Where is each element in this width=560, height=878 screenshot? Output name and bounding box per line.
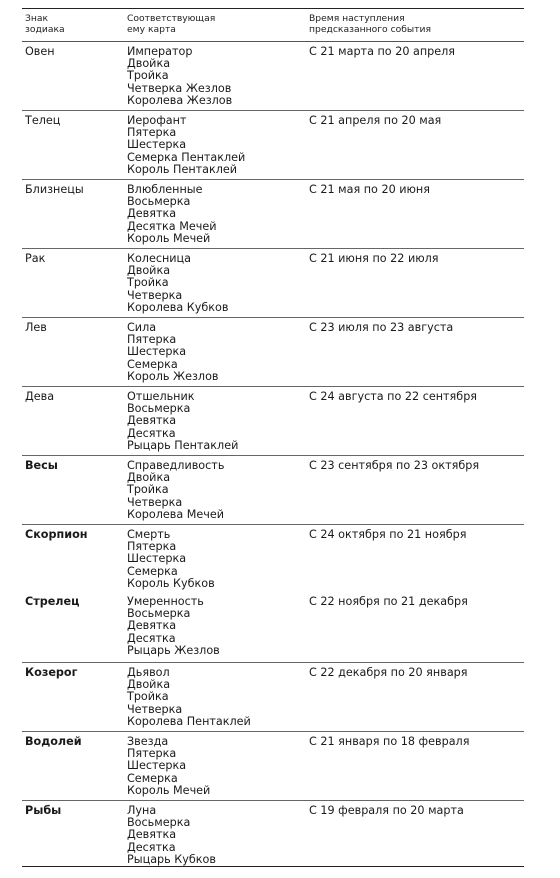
tarot-card: Справедливость <box>127 459 225 472</box>
header-time-line-2: предсказанного события <box>309 24 432 35</box>
tarot-card: Король Пентаклей <box>127 162 238 176</box>
event-period: С 21 марта по 20 апреля <box>309 45 456 58</box>
tarot-card: Колесница <box>127 252 192 265</box>
period-cell <box>309 253 524 317</box>
tarot-card: Шестерка <box>127 759 187 773</box>
event-period: С 21 января по 18 февраля <box>309 735 470 748</box>
cards-cell <box>127 736 309 800</box>
tarot-card: Король Кубков <box>127 576 215 590</box>
zodiac-tarot-table <box>22 8 524 867</box>
tarot-card: Десятка <box>127 631 176 645</box>
header-time-column <box>309 9 524 41</box>
table-row <box>22 111 524 180</box>
tarot-card: Королева Мечей <box>127 507 225 521</box>
tarot-card: Шестерка <box>127 345 187 359</box>
sign-cell <box>22 322 127 386</box>
tarot-card: Звезда <box>127 735 169 748</box>
event-period: С 23 июля по 23 августа <box>309 321 454 334</box>
cards-cell <box>127 460 309 524</box>
tarot-card: Тройка <box>127 69 169 83</box>
table-row <box>22 732 524 801</box>
sign-cell <box>22 667 127 731</box>
zodiac-sign: Близнецы <box>25 183 84 196</box>
tarot-card: Четверка <box>127 495 183 509</box>
tarot-card: Девятка <box>127 828 177 842</box>
zodiac-sign: Телец <box>25 114 61 127</box>
event-period: С 23 сентября по 23 октября <box>309 459 480 472</box>
period-cell <box>309 184 524 248</box>
header-sign-line-1: Знак <box>25 13 49 24</box>
table-row <box>22 318 524 387</box>
tarot-card: Королева Кубков <box>127 300 229 314</box>
tarot-card: Восьмерка <box>127 402 191 416</box>
cards-cell <box>127 667 309 731</box>
table-row <box>22 180 524 249</box>
tarot-card: Четверка <box>127 288 183 302</box>
cards-cell <box>127 596 309 662</box>
tarot-card: Рыцарь Жезлов <box>127 643 220 657</box>
zodiac-sign: Овен <box>25 45 55 58</box>
table-row <box>22 456 524 525</box>
tarot-card: Четверка Жезлов <box>127 81 232 95</box>
sign-cell <box>22 596 127 662</box>
header-sign-column <box>22 9 127 41</box>
sign-cell <box>22 805 127 866</box>
period-cell <box>309 596 524 662</box>
event-period: С 24 октября по 21 ноября <box>309 528 467 541</box>
tarot-card: Шестерка <box>127 138 187 152</box>
tarot-card: Королева Жезлов <box>127 93 233 107</box>
tarot-card: Девятка <box>127 619 177 633</box>
header-time-line-1: Время наступления <box>309 13 405 24</box>
zodiac-sign: Дева <box>25 390 55 403</box>
event-period: С 21 июня по 22 июля <box>309 252 439 265</box>
sign-cell <box>22 736 127 800</box>
table-row <box>22 42 524 111</box>
tarot-card: Тройка <box>127 690 169 704</box>
tarot-card: Двойка <box>127 264 171 278</box>
tarot-card: Пятерка <box>127 126 177 140</box>
period-cell <box>309 667 524 731</box>
tarot-card: Король Мечей <box>127 783 211 797</box>
tarot-card: Луна <box>127 804 157 817</box>
zodiac-sign: Рыбы <box>25 804 62 817</box>
table-row <box>22 663 524 732</box>
sign-cell <box>22 184 127 248</box>
tarot-card: Сила <box>127 321 157 334</box>
event-period: С 21 апреля по 20 мая <box>309 114 442 127</box>
zodiac-sign: Лев <box>25 321 47 334</box>
table-row <box>22 592 524 663</box>
period-cell <box>309 115 524 179</box>
tarot-card: Королева Пентаклей <box>127 714 251 728</box>
tarot-card: Пятерка <box>127 747 177 761</box>
tarot-card: Отшельник <box>127 390 195 403</box>
table-row <box>22 525 524 592</box>
event-period: С 22 декабря по 20 января <box>309 666 468 679</box>
cards-cell <box>127 805 309 866</box>
cards-cell <box>127 529 309 592</box>
tarot-card: Семерка Пентаклей <box>127 150 246 164</box>
table-row <box>22 801 524 867</box>
event-period: С 21 мая по 20 июня <box>309 183 430 196</box>
tarot-card: Дьявол <box>127 666 170 679</box>
sign-cell <box>22 46 127 110</box>
cards-cell <box>127 322 309 386</box>
event-period: С 19 февраля по 20 марта <box>309 804 464 817</box>
tarot-card: Двойка <box>127 678 171 692</box>
header-card-column <box>127 9 309 41</box>
tarot-card: Восьмерка <box>127 816 191 830</box>
zodiac-sign: Рак <box>25 252 46 265</box>
cards-cell <box>127 184 309 248</box>
tarot-card: Четверка <box>127 702 183 716</box>
tarot-card: Девятка <box>127 414 177 428</box>
sign-cell <box>22 253 127 317</box>
tarot-card: Шестерка <box>127 552 187 566</box>
header-sign-line-2: зодиака <box>25 24 65 35</box>
table-row <box>22 387 524 456</box>
tarot-card: Семерка <box>127 771 178 785</box>
zodiac-sign: Водолей <box>25 735 82 748</box>
tarot-card: Король Мечей <box>127 231 211 245</box>
cards-cell <box>127 253 309 317</box>
event-period: С 24 августа по 22 сентября <box>309 390 478 403</box>
sign-cell <box>22 391 127 455</box>
tarot-card: Король Жезлов <box>127 369 219 383</box>
tarot-card: Рыцарь Кубков <box>127 852 216 866</box>
zodiac-sign: Стрелец <box>25 595 80 608</box>
period-cell <box>309 529 524 592</box>
tarot-card: Десятка Мечей <box>127 219 217 233</box>
cards-cell <box>127 115 309 179</box>
table-header <box>22 9 524 42</box>
period-cell <box>309 460 524 524</box>
tarot-card: Восьмерка <box>127 607 191 621</box>
tarot-card: Семерка <box>127 564 178 578</box>
tarot-card: Десятка <box>127 840 176 854</box>
cards-cell <box>127 46 309 110</box>
tarot-card: Двойка <box>127 471 171 485</box>
tarot-card: Умеренность <box>127 595 204 608</box>
tarot-card: Влюбленные <box>127 183 203 196</box>
cards-cell <box>127 391 309 455</box>
tarot-card: Десятка <box>127 426 176 440</box>
tarot-card: Девятка <box>127 207 177 221</box>
period-cell <box>309 391 524 455</box>
tarot-card: Император <box>127 45 193 58</box>
tarot-card: Восьмерка <box>127 195 191 209</box>
tarot-card: Пятерка <box>127 333 177 347</box>
sign-cell <box>22 529 127 592</box>
sign-cell <box>22 460 127 524</box>
tarot-card: Пятерка <box>127 540 177 554</box>
header-card-line-2: ему карта <box>127 24 176 35</box>
tarot-card: Семерка <box>127 357 178 371</box>
zodiac-sign: Козерог <box>25 666 78 679</box>
tarot-card: Двойка <box>127 57 171 71</box>
event-period: С 22 ноября по 21 декабря <box>309 595 468 608</box>
period-cell <box>309 805 524 866</box>
tarot-card: Рыцарь Пентаклей <box>127 438 239 452</box>
period-cell <box>309 322 524 386</box>
period-cell <box>309 736 524 800</box>
sign-cell <box>22 115 127 179</box>
period-cell <box>309 46 524 110</box>
tarot-card: Смерть <box>127 528 171 541</box>
table-row <box>22 249 524 318</box>
tarot-card: Тройка <box>127 276 169 290</box>
table-body <box>22 42 524 867</box>
tarot-card: Тройка <box>127 483 169 497</box>
zodiac-sign: Скорпион <box>25 528 88 541</box>
zodiac-sign: Весы <box>25 459 58 472</box>
header-card-line-1: Соответствующая <box>127 13 216 24</box>
tarot-card: Иерофант <box>127 114 187 127</box>
